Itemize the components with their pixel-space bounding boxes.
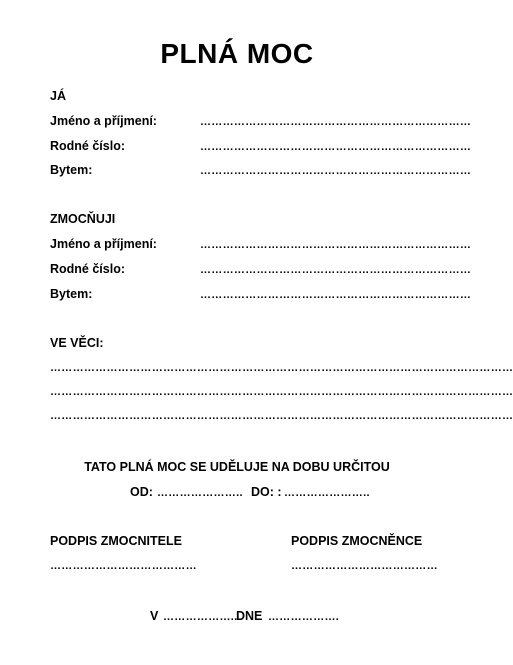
- agent-address-field[interactable]: ………………………………………………………………: [200, 289, 472, 301]
- matter-line-3[interactable]: ……………………………………………………………………………………………………………: [50, 410, 513, 422]
- agent-name-label: Jméno a příjmení:: [50, 237, 157, 251]
- principal-signature-field[interactable]: …………………………………: [50, 560, 197, 572]
- agent-signature-field[interactable]: …………………………………: [291, 560, 438, 572]
- matter-line-1[interactable]: ……………………………………………………………………………………………………………: [50, 362, 513, 374]
- term-statement: TATO PLNÁ MOC SE UDĚLUJE NA DOBU URČITOU: [84, 460, 390, 474]
- principal-signature-label: PODPIS ZMOCNITELE: [50, 534, 182, 548]
- matter-line-2[interactable]: ……………………………………………………………………………………………………………: [50, 386, 513, 398]
- agent-address-label: Bytem:: [50, 287, 93, 301]
- agent-name-field[interactable]: ………………………………………………………………: [200, 239, 472, 251]
- principal-name-field[interactable]: ………………………………………………………………: [200, 116, 472, 128]
- date-field[interactable]: ……………….: [268, 611, 340, 623]
- agent-signature-label: PODPIS ZMOCNĚNCE: [291, 534, 423, 548]
- matter-heading: VE VĚCI:: [50, 336, 104, 350]
- to-date-field[interactable]: …………………..: [284, 487, 370, 499]
- agent-heading: ZMOCŇUJI: [50, 212, 116, 226]
- place-label: V: [150, 609, 159, 623]
- principal-birth-field[interactable]: ………………………………………………………………: [200, 141, 472, 153]
- document-title: PLNÁ MOC: [160, 38, 314, 69]
- to-label: DO: :: [251, 485, 282, 499]
- principal-name-label: Jméno a příjmení:: [50, 114, 157, 128]
- principal-birth-label: Rodné číslo:: [50, 139, 126, 153]
- agent-birth-label: Rodné číslo:: [50, 262, 126, 276]
- from-label: OD:: [130, 485, 153, 499]
- agent-birth-field[interactable]: ………………………………………………………………: [200, 264, 472, 276]
- from-date-field[interactable]: …………………..: [157, 487, 243, 499]
- principal-heading: JÁ: [50, 89, 66, 103]
- place-field[interactable]: ………………..: [163, 611, 238, 623]
- principal-address-field[interactable]: ………………………………………………………………: [200, 165, 472, 177]
- principal-address-label: Bytem:: [50, 163, 93, 177]
- date-label: DNE: [236, 609, 263, 623]
